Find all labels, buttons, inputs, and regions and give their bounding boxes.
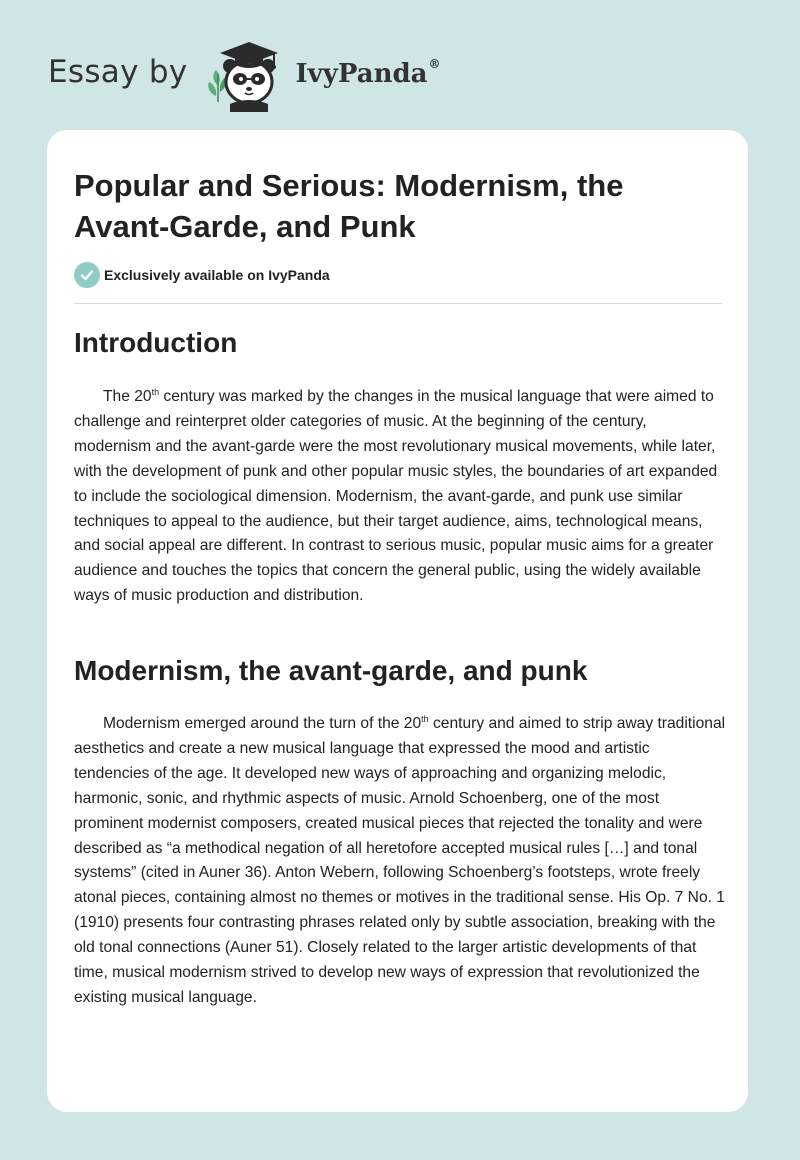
leaf-icon: [208, 70, 226, 102]
badge-label: Exclusively available on IvyPanda: [104, 267, 330, 283]
check-circle-icon: [74, 262, 100, 288]
article-card: [47, 130, 748, 1112]
section-paragraph-introduction: The 20th century was marked by the changes in the musical language that were aimed to challenge and reinterpret older categories of music. At the beginning of the century, modernism and the avant-garde were the most revolutionary musical movements, while later, with the development of punk and other popular music styles, the boundaries of art expanded to include the sociological dimension. Modernism, the avant-garde, and punk use similar techniques to appeal to the audience, but their target audience, aims, technological means, and social appeal are different. In contrast to serious music, popular music aims for a greater audience and touches the topics that concern the general public, using the widely available ways of music production and distribution.: [74, 386, 718, 605]
registered-mark: ®: [428, 57, 441, 71]
brand-name[interactable]: IvyPanda®: [295, 57, 441, 89]
article-title: Popular and Serious: Modernism, the Avant-Garde, and Punk: [74, 168, 624, 244]
essay-by-label: Essay by: [48, 54, 188, 90]
panda-logo-icon[interactable]: [204, 36, 294, 112]
site-header: [48, 34, 441, 114]
exclusive-badge: [74, 262, 330, 288]
section-heading-modernism: Modernism, the avant-garde, and punk: [74, 655, 588, 686]
divider: [74, 303, 722, 304]
section-paragraph-modernism: Modernism emerged around the turn of the 20th century and aimed to strip away traditional aesthetics and create a new musical language that expressed the mood and artistic tendencies of the age. It developed new ways of approaching and organizing melodic, harmonic, sonic, and rhythmic aspects of music. Arnold Schoenberg, one of the most prominent modernist composers, created musical pieces that rejected the tonality and were described as “a methodical negation of all heretofore accepted musical rules […] and tonal systems” (cited in Auner 36). Anton Webern, following Schoenberg’s footsteps, wrote freely atonal pieces, containing almost no themes or motives in the traditional sense. His Op. 7 No. 1 (1910) presents four contrasting phrases related only by subtle association, breaking with the old tonal connections (Auner 51). Closely related to the larger artistic developments of that time, musical modernism strived to develop new ways of expression that revolutionized the existing musical language.: [74, 713, 726, 1006]
section-heading-introduction: Introduction: [74, 327, 238, 358]
